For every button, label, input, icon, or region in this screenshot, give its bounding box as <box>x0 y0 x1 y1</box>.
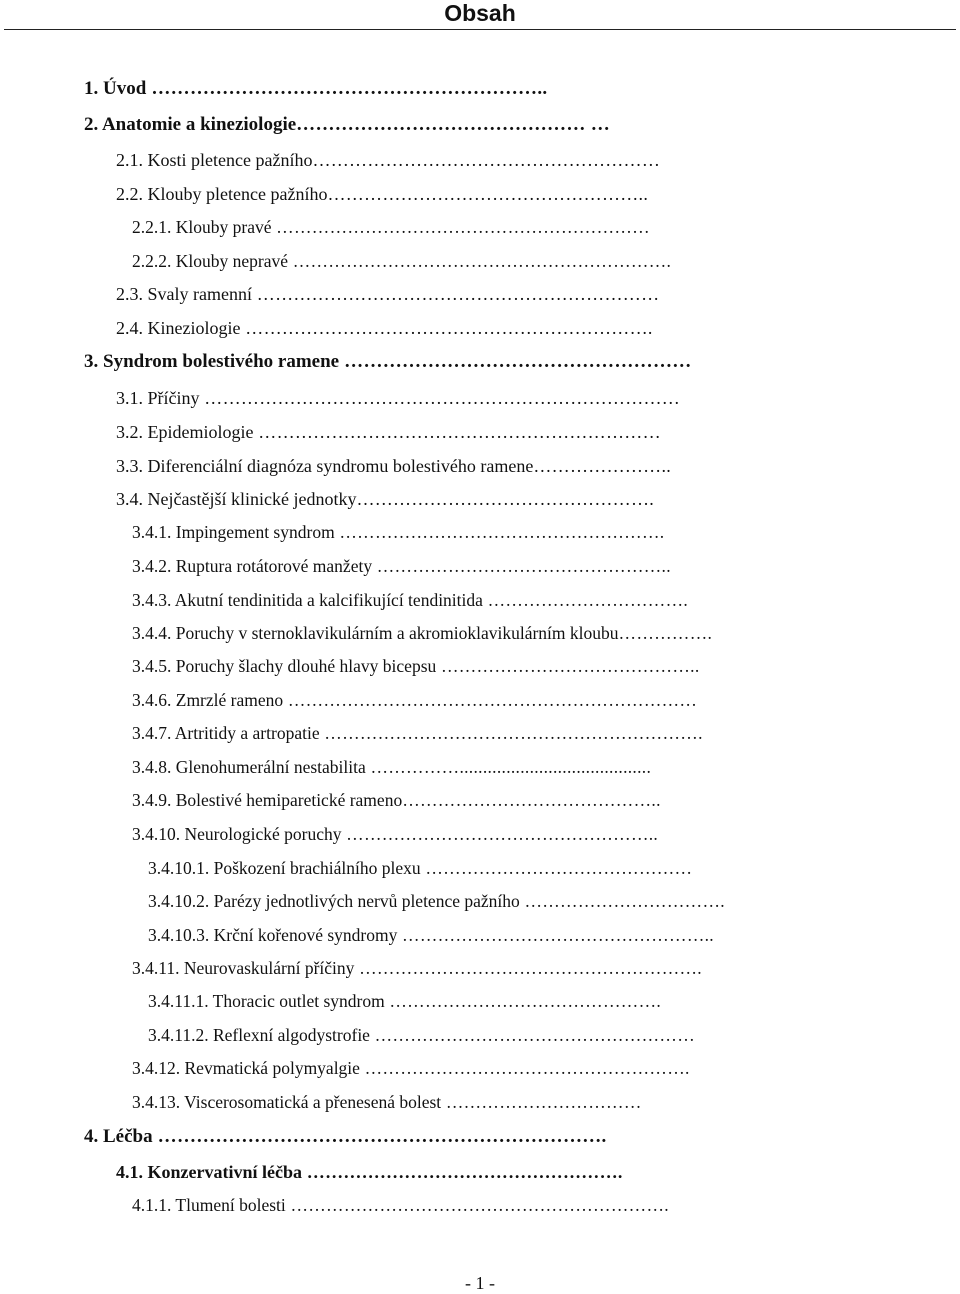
page-number: - 1 - <box>465 1273 495 1293</box>
toc-entry-leader: ………………………………………………………. <box>288 251 672 271</box>
toc-entry-leader: ………………………………………. <box>384 991 662 1011</box>
toc-entry-4[interactable] <box>84 1125 607 1149</box>
toc-entry-leader: ………………………………………………… <box>312 150 661 170</box>
toc-entry-label: 3.4.10. Neurologické poruchy <box>132 824 342 844</box>
toc-entry-leader: ……………. <box>618 623 713 643</box>
toc-entry-3-2[interactable] <box>116 420 661 444</box>
toc-entry-2-2-1[interactable] <box>132 215 650 239</box>
toc-entry-label: 3.4.5. Poruchy šlachy dlouhé hlavy bicepsu <box>132 656 437 676</box>
toc-entry-leader: ………………………………………………. <box>334 522 665 542</box>
toc-entry-leader: …………………………………………….. <box>327 184 649 204</box>
toc-entry-leader: ………………………………………….. <box>372 556 671 576</box>
toc-entry-3-4-7[interactable] <box>132 721 703 745</box>
toc-entry-2-4[interactable] <box>116 316 653 340</box>
toc-entry-leader: …………………………………….. <box>402 790 661 810</box>
toc-entry-label: 3.4.11.1. Thoracic outlet syndrom <box>148 991 385 1011</box>
toc-entry-label: 3.4. Nejčastější klinické jednotky <box>116 489 357 509</box>
toc-entry-leader: ………………………………………………………. <box>319 723 703 743</box>
toc-entry-label: 2. Anatomie a kineziologie <box>84 114 297 135</box>
toc-entry-3-4-8[interactable] <box>132 755 651 779</box>
toc-entry-label: 3.4.8. Glenohumerální nestabilita <box>132 757 366 777</box>
toc-entry-label: 3.4.12. Revmatická polymyalgie <box>132 1058 360 1078</box>
toc-entry-label: 3.1. Příčiny <box>116 388 200 408</box>
toc-entry-3-4-6[interactable] <box>132 688 697 712</box>
toc-entry-label: 3.4.4. Poruchy v sternoklavikulárním a akromioklavikulárním kloubu <box>132 623 619 643</box>
toc-entry-leader: …………………………………………….. <box>341 824 659 844</box>
toc-entry-3-4-5[interactable] <box>132 654 700 678</box>
toc-entry-leader: …………………………… <box>441 1092 642 1112</box>
toc-entry-2[interactable] <box>84 113 610 137</box>
toc-entry-leader: ……………………………. <box>519 891 725 911</box>
toc-entry-leader: …………………………………………………………………… <box>199 388 681 408</box>
toc-entry-3[interactable] <box>84 350 692 374</box>
toc-entry-2-2[interactable] <box>116 182 648 206</box>
toc-entry-label: 3.4.6. Zmrzlé rameno <box>132 690 284 710</box>
toc-entry-2-2-2[interactable] <box>132 249 671 273</box>
toc-entry-label: 3.4.10.2. Parézy jednotlivých nervů pletence pažního <box>148 891 520 911</box>
toc-entry-label: 2.4. Kineziologie <box>116 318 241 338</box>
toc-entry-3-4-11-2[interactable] <box>148 1023 695 1047</box>
toc-entry-label: 2.3. Svaly ramenní <box>116 284 252 304</box>
toc-entry-3-4-10-2[interactable] <box>148 889 725 913</box>
toc-entry-leader: …………………………………………….. <box>397 925 714 945</box>
toc-entry-label: 4.1.1. Tlumení bolesti <box>132 1195 286 1215</box>
toc-entry-leader: ………………….. <box>533 456 672 476</box>
toc-entry-leader: ……………………………………… <box>420 858 693 878</box>
toc-entry-1[interactable] <box>84 77 547 101</box>
toc-entry-leader: ………………………………………………………… <box>253 422 661 442</box>
toc-entry-label: 2.2.2. Klouby nepravé <box>132 251 289 271</box>
toc-entry-leader: …………………………………………………………… <box>283 690 698 710</box>
toc-entry-leader: ……………………………. <box>482 590 689 610</box>
toc-entry-leader: ……………………………………………… <box>339 351 692 372</box>
toc-entry-label: 3.4.2. Ruptura rotátorové manžety <box>132 556 373 576</box>
toc-entry-3-4-2[interactable] <box>132 554 671 578</box>
toc-entry-leader: …………………………………………………………. <box>240 318 653 338</box>
toc-entry-label: 3.3. Diferenciální diagnóza syndromu bolestivého ramene <box>116 456 534 476</box>
toc-entry-label: 3.4.9. Bolestivé hemiparetické rameno <box>132 790 403 810</box>
toc-entry-label: 3.2. Epidemiologie <box>116 422 254 442</box>
toc-entry-leader: …………………………………………………. <box>354 958 702 978</box>
toc-entry-label: 4.1. Konzervativní léčba <box>116 1162 302 1182</box>
toc-entry-3-4-3[interactable] <box>132 588 688 612</box>
toc-entry-3-4-4[interactable] <box>132 621 712 645</box>
toc-entry-label: 1. Úvod <box>84 78 147 99</box>
toc-entry-3-4-1[interactable] <box>132 520 664 544</box>
toc-entry-3-4[interactable] <box>116 487 654 511</box>
toc-entry-3-1[interactable] <box>116 386 680 410</box>
toc-entry-2-3[interactable] <box>116 282 659 306</box>
toc-entry-3-4-12[interactable] <box>132 1056 690 1080</box>
toc-entry-3-4-10[interactable] <box>132 822 658 846</box>
toc-entry-3-4-10-1[interactable] <box>148 856 692 880</box>
toc-entry-leader: ……………………………………………………… <box>271 217 650 237</box>
toc-entry-leader: ……………………………………… … <box>296 114 611 135</box>
toc-entry-label: 3.4.13. Viscerosomatická a přenesená bolest <box>132 1092 442 1112</box>
toc-entry-label: 4. Léčba <box>84 1126 153 1147</box>
toc-entry-leader: …………………………………………. <box>356 489 655 509</box>
toc-entry-label: 2.2. Klouby pletence pažního <box>116 184 328 204</box>
toc-entry-label: 3.4.3. Akutní tendinitida a kalcifikující tendinitida <box>132 590 483 610</box>
toc-entry-leader: …………………………………….. <box>436 656 700 676</box>
toc-entry-label: 2.2.1. Klouby pravé <box>132 217 272 237</box>
toc-entry-3-3[interactable] <box>116 454 671 478</box>
toc-entry-leader: ……………………………………………. <box>301 1162 623 1182</box>
toc-entry-label: 2.1. Kosti pletence pažního <box>116 150 313 170</box>
toc-entry-3-4-10-3[interactable] <box>148 923 714 947</box>
toc-entry-2-1[interactable] <box>116 148 660 172</box>
toc-entry-label: 3.4.11.2. Reflexní algodystrofie <box>148 1025 370 1045</box>
toc-entry-label: 3.4.7. Artritidy a artropatie <box>132 723 320 743</box>
toc-entry-leader: ………………………………………………………… <box>251 284 660 304</box>
toc-entry-3-4-9[interactable] <box>132 788 661 812</box>
toc-entry-leader: …………………………………………………….. <box>146 78 548 99</box>
toc-entry-4-1[interactable] <box>116 1160 623 1184</box>
toc-entry-3-4-11-1[interactable] <box>148 989 661 1013</box>
toc-entry-label: 3.4.11. Neurovaskulární příčiny <box>132 958 355 978</box>
toc-entry-leader: ……………………………………………… <box>369 1025 696 1045</box>
toc-entry-leader: ……………......................................... <box>365 757 652 777</box>
toc-entry-3-4-11[interactable] <box>132 956 702 980</box>
toc-entry-label: 3. Syndrom bolestivého ramene <box>84 351 340 372</box>
toc-entry-3-4-13[interactable] <box>132 1090 642 1114</box>
page-title: Obsah <box>444 0 516 26</box>
toc-entry-leader: ………………………………………………. <box>359 1058 690 1078</box>
toc-entry-label: 3.4.10.1. Poškození brachiálního plexu <box>148 858 421 878</box>
toc-entry-label: 3.4.1. Impingement syndrom <box>132 522 335 542</box>
toc-entry-leader: ……………………………………………………………. <box>152 1126 607 1147</box>
toc-entry-label: 3.4.10.3. Krční kořenové syndromy <box>148 925 398 945</box>
toc-entry-leader: ………………………………………………………. <box>285 1195 669 1215</box>
toc-entry-4-1-1[interactable] <box>132 1193 669 1217</box>
